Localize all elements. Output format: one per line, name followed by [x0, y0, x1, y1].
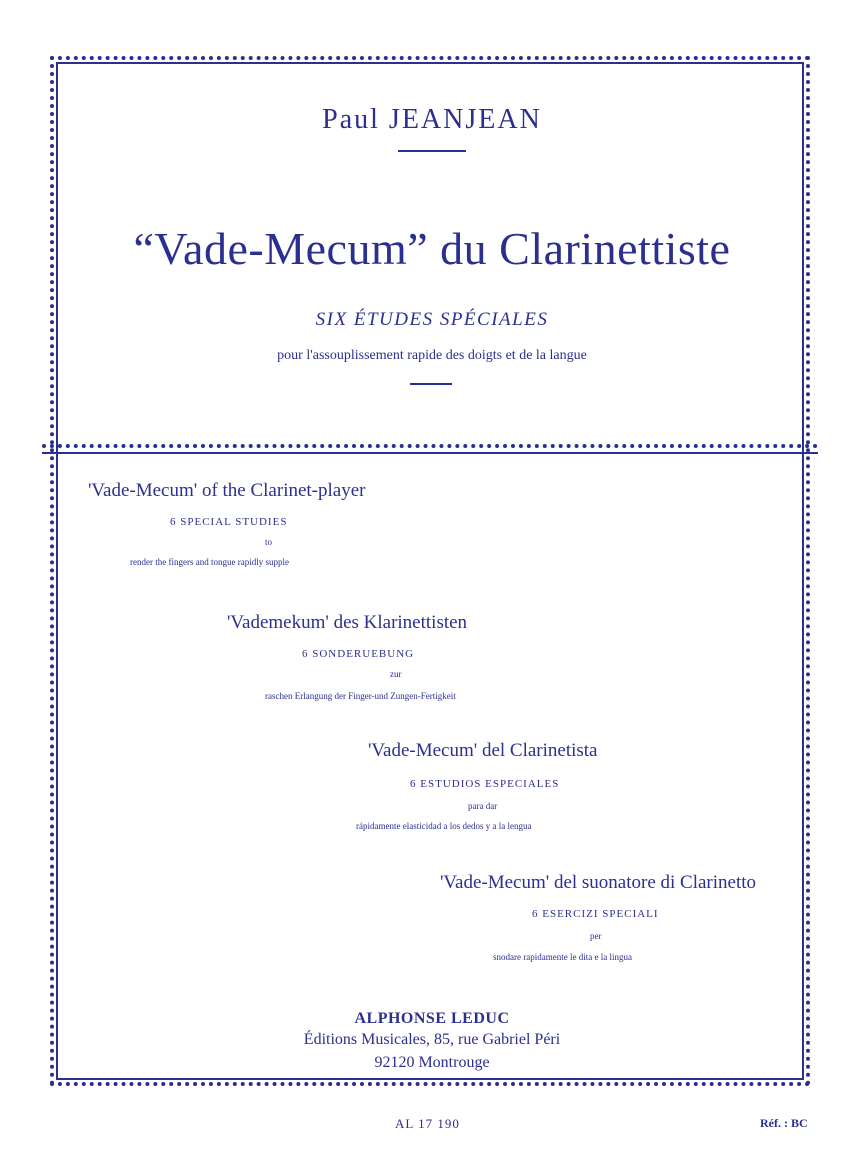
composer-rule: [398, 150, 466, 152]
subtitle: SIX ÉTUDES SPÉCIALES: [315, 309, 549, 330]
description: pour l'assouplissement rapide des doigts et de la langue: [277, 348, 587, 363]
spanish-description: rápidamente elasticidad a los dedos y a la lengua: [356, 821, 532, 831]
publisher-address: Éditions Musicales, 85, rue Gabriel Péri: [303, 1031, 561, 1048]
composer-name: Paul JEANJEAN: [322, 104, 542, 135]
main-title: “Vade-Mecum” du Clarinettiste: [133, 223, 731, 274]
publisher-name: ALPHONSE LEDUC: [354, 1010, 510, 1027]
catalog-number: AL 17 190: [395, 1116, 460, 1131]
german-subtitle: 6 SONDERUEBUNG: [302, 648, 415, 660]
german-title: 'Vademekum' des Klarinettisten: [227, 612, 468, 633]
publisher-city: 92120 Montrouge: [374, 1054, 490, 1071]
german-description: raschen Erlangung der Finger-und Zungen-Fertigkeit: [265, 691, 456, 701]
page-border: [50, 56, 810, 1086]
italian-description: snodare rapidamente le dita e la lingua: [493, 952, 632, 962]
spanish-title: 'Vade-Mecum' del Clarinetista: [368, 740, 598, 761]
italian-title: 'Vade-Mecum' del suonatore di Clarinetto: [440, 872, 757, 893]
english-connector: to: [265, 537, 273, 547]
reference-code: Réf. : BC: [760, 1116, 808, 1130]
italian-connector: per: [590, 931, 602, 941]
english-title: 'Vade-Mecum' of the Clarinet-player: [88, 480, 366, 501]
english-subtitle: 6 SPECIAL STUDIES: [170, 516, 288, 528]
italian-subtitle: 6 ESERCIZI SPECIALI: [532, 908, 659, 920]
spanish-subtitle: 6 ESTUDIOS ESPECIALES: [410, 778, 560, 790]
section-divider: [42, 444, 818, 448]
description-rule: [410, 383, 452, 385]
english-description: render the fingers and tongue rapidly supple: [130, 557, 289, 567]
german-connector: zur: [390, 669, 402, 679]
spanish-connector: para dar: [468, 801, 498, 811]
